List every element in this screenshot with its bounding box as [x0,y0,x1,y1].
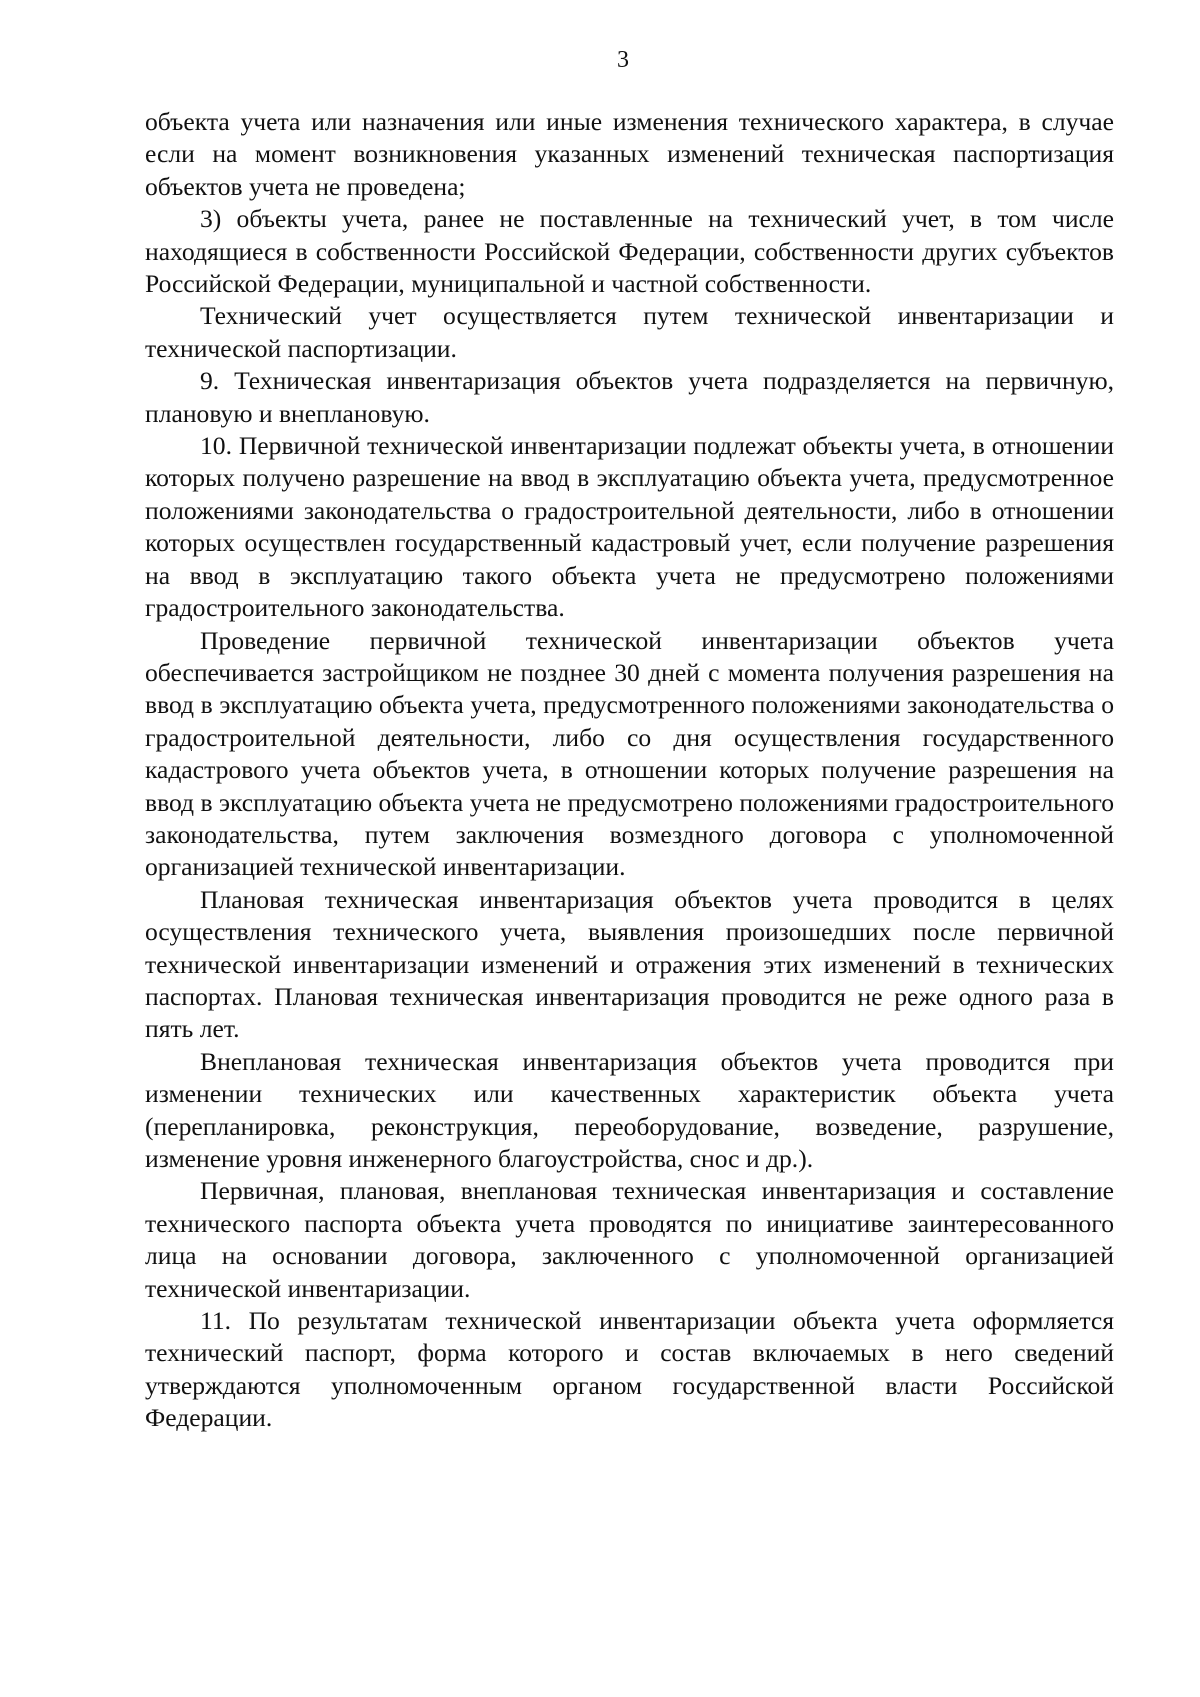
text-line: разрешения на ввод в эксплуатацию объекта учета, предусмотренного [145,657,1114,720]
text-line: в случае если на момент возникновения указанных изменений техническая [145,107,1114,169]
text-line: в отношении которых получено разрешение на ввод в эксплуатацию объекта [145,431,1114,493]
text-line: путем заключения возмездного договора с уполномоченной организацией [145,819,1114,882]
text-line: (перепланировка, реконструкция, переоборудование, возведение, разрушение, [145,1111,1114,1141]
text-line: изменений в технических паспортах. Плановая техническая инвентаризация [145,949,1114,1011]
text-line: в отношении которых получение разрешения на ввод в эксплуатацию объекта [145,755,1114,817]
paragraph [145,365,1114,430]
text-line: на первичную, плановую и внеплановую. [145,366,1114,428]
text-line: власти Российской Федерации. [145,1370,1115,1433]
text-line: со дня осуществления государственного кадастрового учета объектов учета, [145,722,1114,785]
text-line: первичной технической инвентаризации изменений и отражения этих [145,917,1114,979]
text-line: деятельности, либо в отношении которых осуществлен государственный [145,495,1115,558]
page-number: 3 [617,47,629,73]
text-line: в целях осуществления технического учета, выявления произошедших после [145,884,1114,947]
text-line: положениями законодательства о градостроительной деятельности, либо [145,690,1114,752]
text-line: изменении технических или качественных характеристик объекта учета [145,1079,1114,1109]
text-line: изменение уровня инженерного благоустройства, снос и др.). [145,1144,814,1173]
text-line: Первичная, плановая, внеплановая техническая инвентаризация и [200,1176,965,1206]
text-line: кадастровый учет, если получение разрешения на ввод в эксплуатацию такого [145,528,1114,590]
text-line: 10. Первичной технической инвентаризации подлежат объекты учета, [200,431,966,461]
text-line: Технический учет осуществляется путем технической инвентаризации и [200,301,1114,331]
paragraph [145,884,1114,1046]
text-line: составление технического паспорта объекта учета проводятся по инициативе [145,1176,1114,1238]
text-line: технической инвентаризации. [300,852,626,882]
text-line: оформляется технический паспорт, форма которого и состав включаемых [145,1306,1114,1368]
text-line: Плановая техническая инвентаризация объектов учета проводится [200,884,998,914]
text-line: законодательства. [370,593,565,623]
text-line: с уполномоченной организацией технической инвентаризации. [145,1241,1115,1303]
paragraph [145,203,1114,300]
text-line: обеспечивается застройщиком не позднее 30 дней с момента получения [145,657,944,687]
paragraph [145,1305,1114,1435]
text-line: проводится не реже одного раза в пять лет. [145,981,1114,1044]
text-line: в него сведений утверждаются уполномоченным органом государственной [145,1338,1114,1400]
text-line: объекта учета не предусмотрено положениями градостроительного [145,560,1114,623]
text-line: объекта учета или назначения или иные изменения технического характера, [145,107,1008,136]
document-body [145,106,1114,1435]
text-line: технической паспортизации. [145,333,457,363]
text-line: паспортизация объектов учета не проведена; [145,139,1114,201]
text-line: числе находящиеся в собственности Российской Федерации, собственности [145,204,1115,266]
text-line: заинтересованного лица на основании договора, заключенного [145,1208,1114,1271]
text-line: Внеплановая техническая инвентаризация объектов учета проводится при [200,1046,1114,1076]
text-line: собственности. [704,269,872,299]
text-line: других субъектов Российской Федерации, муниципальной и частной [145,236,1114,299]
text-line: учета, предусмотренное положениями законодательства о градостроительной [145,463,1114,525]
text-line: 9. Техническая инвентаризация объектов учета подразделяется [200,366,931,396]
text-line: учета не предусмотрено положениями градостроительного законодательства, [145,787,1115,849]
paragraph [145,106,1114,203]
text-line: Проведение первичной технической инвентаризации объектов учета [200,625,1114,655]
paragraph [145,1175,1114,1305]
paragraph [145,625,1114,884]
paragraph [145,300,1114,365]
text-line: 3) объекты учета, ранее не поставленные на технический учет, в том [200,204,1037,234]
paragraph [145,430,1114,624]
paragraph [145,1046,1114,1176]
text-line: 11. По результатам технической инвентаризации объекта учета [200,1306,956,1336]
